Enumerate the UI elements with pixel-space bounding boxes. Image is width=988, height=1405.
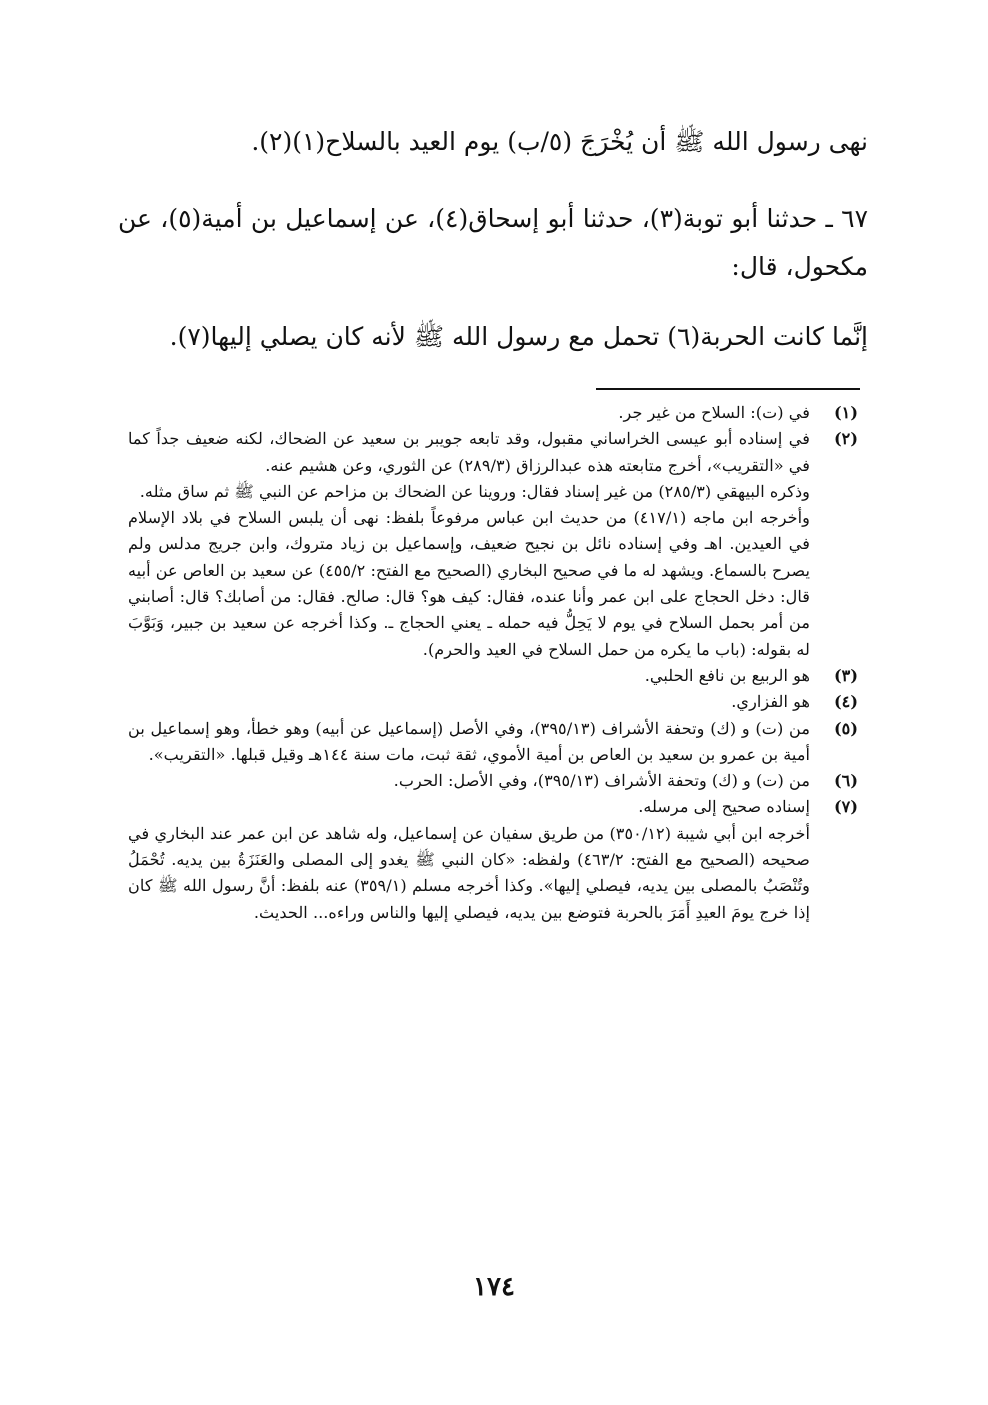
footnote-6 [128, 768, 858, 794]
footnote-text: هو الفزاري. [731, 692, 810, 712]
footnote-number: (٦) [833, 771, 858, 791]
footnote-number [810, 505, 858, 663]
footnote-7-cont [128, 821, 858, 926]
footnotes [128, 400, 858, 926]
footnote-2 [128, 426, 858, 479]
footnote-text: إسناده صحيح إلى مرسله. [638, 797, 810, 817]
footnote-4 [128, 689, 858, 715]
footnote-number [810, 479, 858, 505]
footnote-number [810, 821, 858, 926]
footnote-5 [128, 716, 858, 769]
footnote-7 [128, 794, 858, 820]
footnote-2-cont-b [128, 505, 858, 663]
footnote-text: وذكره البيهقي (٢٨٥/٣) من غير إسناد فقال: وروينا عن الضحاك بن مزاحم عن النبي ﷺ ثم ساق مثله. [139, 481, 810, 501]
footnote-2-cont-a [128, 479, 858, 505]
footnote-number: (٧) [833, 797, 858, 817]
hadith-67-text: إنَّما كانت الحربة(٦) تحمل مع رسول الله ﷺ لأنه كان يصلي إليها(٧). [169, 322, 868, 351]
footnote-number: (٢) [833, 429, 858, 449]
page-number: ١٧٤ [473, 1272, 515, 1302]
footnote-number: (١) [833, 403, 858, 422]
hadith-67-chain: ٦٧ ـ حدثنا أبو توبة(٣)، حدثنا أبو إسحاق(٤)، عن إسماعيل بن أمية(٥)، عن مكحول، قال: [118, 204, 869, 281]
footnote-text: في (ت): السلاح من غير جر. [618, 403, 810, 422]
footnote-1 [128, 400, 858, 426]
footnote-number: (٤) [833, 692, 858, 712]
footnote-3 [128, 663, 858, 689]
footnote-number: (٥) [833, 718, 858, 738]
footnote-text: من (ت) و (ك) وتحفة الأشراف (٣٩٥/١٣)، وفي الأصل: الحرب. [393, 771, 810, 791]
footnote-text: من (ت) و (ك) وتحفة الأشراف (٣٩٥/١٣)، وفي الأصل (إسماعيل عن أبيه) وهو خطأ، وهو إسماعيل بن أمية بن عمرو بن سعيد بن العاص بن أمية الأموي، ثقة ثبت، مات سنة ١٤٤هـ وقيل قبلها. «التقريب». [128, 718, 811, 764]
footnote-separator [596, 388, 860, 390]
footnote-number: (٣) [833, 665, 858, 685]
footnote-text: وأخرجه ابن ماجه (٤١٧/١) من حديث ابن عباس مرفوعاً بلفظ: نهى أن يلبس السلاح في بلاد الإسلام في العيدين. اهـ وفي إسناده نائل بن نجيح ضعيف، وإسماعيل بن زياد متروك، وابن جريج مدلس ولم يصرح بالسماع. ويشهد له ما في صحيح البخاري (الصحيح مع الفتح: ٤٥٥/٢) عن سعيد بن العاص عن أبيه قال: دخل الحجاج على ابن عمر وأنا عنده، فقال: كيف هو؟ قال: صالح. فقال: من أصابك؟ قال: أصابني من أمر بحمل السلاح في يوم لا يَحِلُّ فيه حمله ـ يعني الحجاج ـ. وكذا أخرجه عن سعيد بن جبير، وَبَوَّبَ له بقوله: (باب ما يكره من حمل السلاح في العيد والحرم). [128, 508, 810, 659]
footnote-text: هو الربيع بن نافع الحلبي. [644, 665, 810, 685]
footnote-text: في إسناده أبو عيسى الخراساني مقبول، وقد تابعه جويبر بن سعيد عن الضحاك، لكنه ضعيف جداً كما في «التقريب»، أخرج متابعته هذه عبدالرزاق (٢٨٩/٣) عن الثوري، وعن هشيم عنه. [128, 429, 810, 475]
text-line-1: نهى رسول الله ﷺ أن يُخْرَجَ (٥/ب) يوم العيد بالسلاح(١)(٢). [251, 127, 868, 156]
footnote-text: أخرجه ابن أبي شيبة (٣٥٠/١٢) من طريق سفيان عن إسماعيل، وله شاهد عن ابن عمر عند البخاري في صحيحه (الصحيح مع الفتح: ٤٦٣/٢) ولفظه: «كان النبي ﷺ يغدو إلى المصلى والعَنَزَةُ بين يديه. تُحْمَلُ وتُنْصَبُ بالمصلى بين يديه، فيصلي إليها». وكذا أخرجه مسلم (٣٥٩/١) عنه بلفظ: أنَّ رسول الله ﷺ كان إذا خرج يومَ العيدِ أَمَرَ بالحربة فتوضع بين يديه، فيصلي إليها والناس وراءه... الحديث. [128, 823, 811, 922]
